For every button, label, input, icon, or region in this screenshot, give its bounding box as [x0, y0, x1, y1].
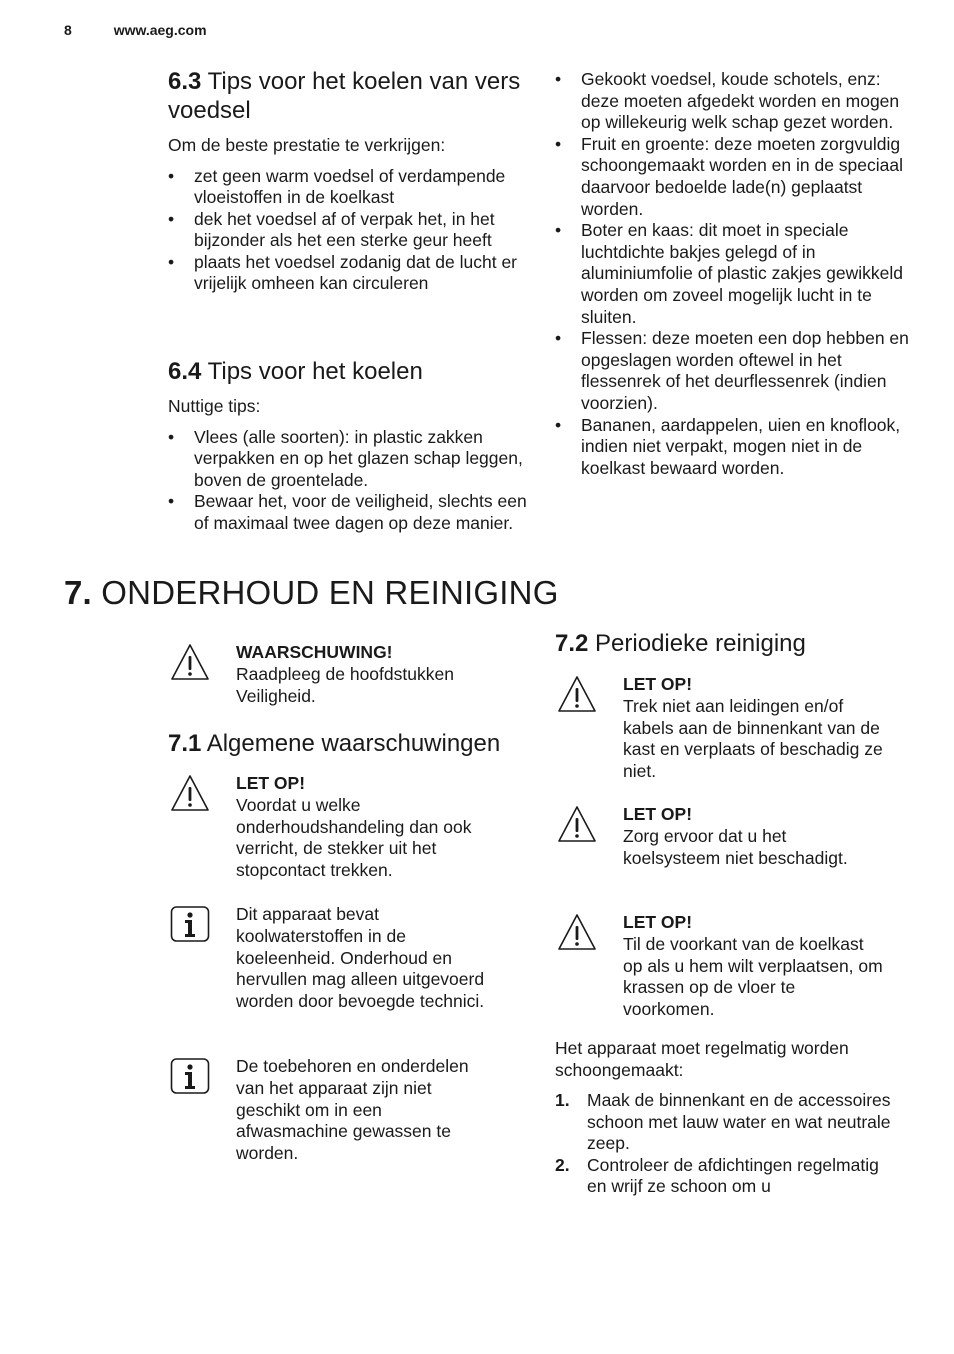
- section-6-4-list: [168, 427, 528, 535]
- list-item: • Fruit en groente: deze moeten zorgvuldig schoongemaakt worden en in de speciaal daarvoor bedoelde lade(n) geplaatst worden.: [555, 134, 915, 220]
- page-header: [64, 22, 207, 38]
- section-6-4-list-continued: [555, 69, 915, 479]
- caution-label: LET OP!: [623, 804, 693, 824]
- caution-label: LET OP!: [623, 674, 693, 694]
- caution-text: Til de voorkant van de koelkast op als u hem wilt verplaatsen, om krassen op de vloer te voorkomen.: [623, 933, 883, 1020]
- list-item: 2. Controleer de afdichtingen regelmatig en wrijf ze schoon om u: [555, 1154, 879, 1197]
- info-text: Dit apparaat bevat koolwaterstoffen in de koeleenheid. Onderhoud en hervullen mag alleen uitgevoerd worden door bevoegde technici.: [236, 904, 485, 1012]
- section-6-4-intro: Nuttige tips:: [168, 396, 261, 416]
- website-link[interactable]: www.aeg.com: [113, 22, 207, 38]
- cleaning-steps: [555, 1090, 900, 1198]
- caution-text: Voordat u welke onderhoudshandeling dan ook verricht, de stekker uit het stopcontact trekken.: [236, 794, 472, 881]
- warning-triangle-icon: [557, 804, 597, 844]
- warning-triangle-icon: [557, 674, 597, 714]
- section-6-3: [168, 67, 528, 295]
- caution-label: LET OP!: [623, 912, 693, 932]
- list-item: • zet geen warm voedsel of verdampende vloeistoffen in de koelkast: [168, 166, 528, 209]
- info-icon: [170, 1056, 210, 1096]
- chapter-7-heading: 7. ONDERHOUD EN REINIGING: [64, 574, 559, 611]
- cleaning-instructions: [555, 1038, 900, 1198]
- section-6-4: [168, 357, 528, 534]
- page-number: 8: [64, 22, 72, 38]
- section-6-4-heading: 6.4 Tips voor het koelen: [168, 358, 423, 385]
- list-item: • Flessen: deze moeten een dop hebben en opgeslagen worden oftewel in het flessenrek of het deurflessenrek (indien voorzien).: [555, 328, 915, 414]
- section-6-3-heading: 6.3 Tips voor het koelen van vers voedsel: [168, 68, 521, 124]
- list-item: • plaats het voedsel zodanig dat de lucht er vrijelijk omheen kan circuleren: [168, 252, 528, 295]
- list-item: • Boter en kaas: dit moet in speciale luchtdichte bakjes gelegd of in aluminiumfolie of plastic zakjes gewikkeld worden om zoveel mogelijk lucht in te sluiten.: [555, 220, 915, 328]
- warning-text: Raadpleeg de hoofdstukken Veiligheid.: [236, 663, 454, 706]
- cleaning-intro: Het apparaat moet regelmatig worden schoongemaakt:: [555, 1038, 849, 1080]
- list-item: • Vlees (alle soorten): in plastic zakken verpakken en op het glazen schap leggen, boven de groentelade.: [168, 427, 528, 492]
- caution-text: Trek niet aan leidingen en/of kabels aan de binnenkant van de kast en verplaats of beschadig ze niet.: [623, 695, 883, 782]
- info-icon: [170, 904, 210, 944]
- caution-label: LET OP!: [236, 773, 306, 793]
- list-item: • Bewaar het, voor de veiligheid, slechts een of maximaal twee dagen op deze manier.: [168, 491, 528, 534]
- info-text: De toebehoren en onderdelen van het apparaat zijn niet geschikt om in een afwasmachine gewassen te worden.: [236, 1056, 469, 1164]
- section-7-1-heading: 7.1 Algemene waarschuwingen: [168, 730, 501, 757]
- list-item: • Gekookt voedsel, koude schotels, enz: deze moeten afgedekt worden en mogen op willekeurig welk schap gezet worden.: [555, 69, 915, 134]
- list-item: • dek het voedsel af of verpak het, in het bijzonder als het een sterke geur heeft: [168, 209, 528, 252]
- section-7-2-heading: 7.2 Periodieke reiniging: [555, 630, 806, 657]
- section-6-3-list: [168, 166, 528, 296]
- warning-triangle-icon: [170, 773, 210, 813]
- warning-triangle-icon: [557, 912, 597, 952]
- list-item: • Bananen, aardappelen, uien en knoflook, indien niet verpakt, mogen niet in de koelkast bewaard worden.: [555, 415, 915, 480]
- caution-text: Zorg ervoor dat u het koelsysteem niet beschadigt.: [623, 825, 848, 868]
- section-6-3-intro: Om de beste prestatie te verkrijgen:: [168, 135, 446, 155]
- list-item: 1. Maak de binnenkant en de accessoires schoon met lauw water en wat neutrale zeep.: [555, 1090, 891, 1154]
- warning-triangle-icon: [170, 642, 210, 682]
- warning-label: WAARSCHUWING!: [236, 642, 393, 662]
